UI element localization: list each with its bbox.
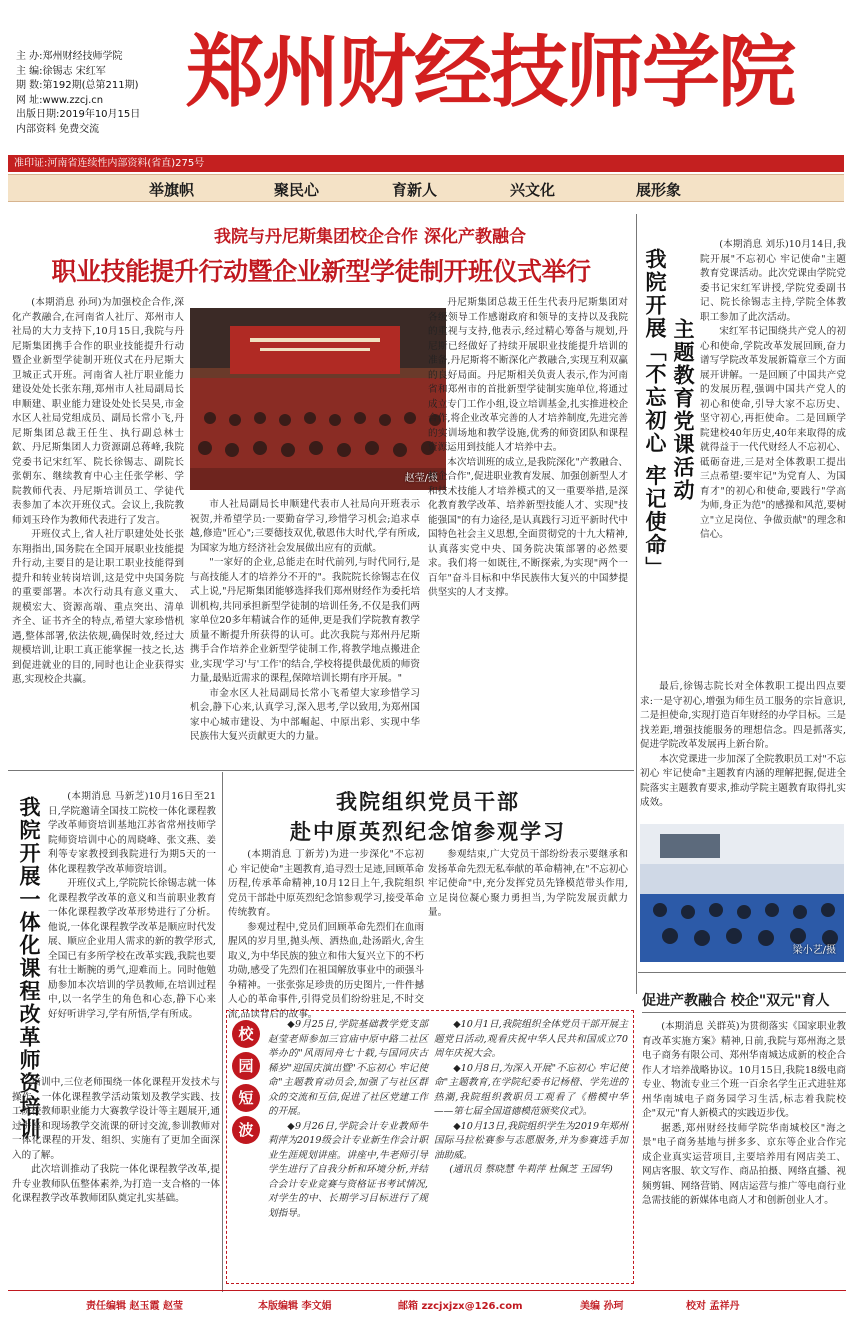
slogan-1: 举旗帜	[149, 181, 195, 199]
mid-story-p2: 参观过程中,党员们回顾革命先烈们在血雨腥风的岁月里,抛头颅、洒热血,赴汤蹈火,舍生取义,为中华民族的独立和伟大复兴立下的不朽功勋,感受了先烈们在祖国解放事业中的顽强斗争精神。一张张弥足珍贵的历史图片,一件件撼人心的革命事件,引得党员们纷纷驻足,不时交流,品读背后的故事。	[228, 921, 424, 1020]
meta-editors: 主 编:徐锡志 宋红军	[16, 65, 106, 77]
briefs-badge-4: 波	[232, 1116, 260, 1144]
briefs-badge-1: 校	[232, 1020, 260, 1048]
permit-bar	[8, 155, 844, 172]
rb-story-body	[642, 1020, 846, 1288]
footer-art-editor: 美编 孙珂	[580, 1301, 624, 1312]
lead-col3	[428, 296, 628, 764]
lead-photo-credit: 赵莹/摄	[404, 473, 438, 484]
left-story-p3: 培训中,三位老师围绕一体化课程开发技术与操作、一体化课程教学活动策划及教学实践、技工院校教师职业能力大赛教学设计等主题展开,通过讲座和现场教学交流课的研讨交流,参训教师对一体化课程的开发、组织、实施有了更加全面深入的了解。	[12, 1077, 220, 1161]
footer-proofreader: 校对 孟祥丹	[686, 1301, 740, 1312]
lead-col2	[190, 498, 420, 764]
lead-photo-image	[190, 308, 446, 490]
briefs-badge-2: 园	[232, 1052, 260, 1080]
meta-sponsor: 主 办:郑州财经技师学院	[16, 51, 123, 62]
briefs-badge-3: 短	[232, 1084, 260, 1112]
left-story-body-lower	[12, 1076, 220, 1286]
masthead-title: 郑州财经技师学院	[186, 27, 795, 118]
right-story-body	[700, 238, 846, 678]
slogan-3: 育新人	[392, 181, 438, 199]
right-story-p3: 最后,徐锡志院长对全体教职工提出四点要求:一是守初心,增强为师生员工服务的宗旨意识,二是担使命,实现打造百年财经的办学目标。三是找差距,增强技能服务的理想信念。四是抓落实,促进学院改革发展再上新台阶。	[640, 681, 846, 750]
right-vertical-title-2: 主题教育党课活动	[671, 318, 696, 502]
left-story-p1: (本期消息 马新芝)10月16日至21日,学院邀请全国技工院校一体化课程教学改革师资培训基地江苏省常州技师学院师资培训中心的周晓峰、张文燕、姜利等专家教授到我院进行为期5天的一体化课程教学改革师资培训。	[48, 791, 216, 875]
lead-kicker: 我院与丹尼斯集团校企合作 深化产教融合	[214, 227, 526, 247]
brief-item-1: ◆9月25日,学院基础教学党支部赵莹老师参加三官庙中原中路二社区举办的"风雨同舟七十载,与国同庆古稀岁"迎国庆演出暨"不忘初心 牢记使命"主题教育动员会,加强了与社区群众的交流和互信,促进了社区党建工作的开展。	[268, 1019, 428, 1117]
divider-right-lower	[638, 972, 846, 973]
lead-col1-p2: 开班仪式上,省人社厅职建处处长张东翔指出,国务院在全国开展职业技能提升行动,主要目的是让职工职业技能得到提升和转业转岗培训,这是党中央国务院的重要部署。本次行动具有意义重大、规模宏大、资源高端、重点突出、清单齐全、证书齐全的特点,希望大家珍惜机遇,整体部署,依法依规,确保时效,经过大规模培训,让职工真正能掌握一技之长,达到促进就业的目的,同时也让企业获得实惠,实现校企共赢。	[12, 529, 184, 685]
lead-photo	[190, 308, 446, 490]
meta-circulation: 内部资料 免费交流	[16, 123, 100, 135]
mid-story-p1: (本期消息 丁新芳)为进一步深化"不忘初心 牢记使命"主题教育,追寻烈士足迹,回顾革命历程,传承革命精神,10月12日上午,我院组织党员干部赴中原英烈纪念馆参观学习,接受革命传统教育。	[228, 849, 424, 918]
divider-vertical-left	[222, 772, 223, 1292]
footer-layout-editor: 本版编辑 李文娟	[258, 1301, 332, 1312]
brief-item-5: ◆10月13日,我院组织学生为2019年郑州国际马拉松赛参与志愿服务,并为参赛选手加油助威。	[434, 1120, 628, 1161]
left-story-p4: 此次培训推动了我院一体化课程教学改革,提升专业教师队伍整体素养,为打造一支合格的一体化课程教学改革教师团队奠定扎实基础。	[12, 1164, 220, 1204]
lead-headline: 职业技能提升行动暨企业新型学徒制开班仪式举行	[51, 257, 591, 286]
footer-rule	[8, 1290, 846, 1291]
rb-story-p2: 据悉,郑州财经技师学院华南城校区"海之景"电子商务基地与拼多多、京东等企业合作完成企业真实运营项目,主要培养用有网店美工、网店客服、软文写作、商品拍摄、网络直播、视频剪辑、网络营销、网店运营与推广等电商行业急需技能的新媒体电商人才和创新创业人才。	[642, 1122, 846, 1206]
lead-col1	[12, 296, 184, 764]
footer-duty-editor: 责任编辑 赵玉霞 赵莹	[86, 1301, 183, 1312]
meta-website: 网 址:www.zzcj.cn	[16, 94, 104, 106]
mid-headline-2: 赴中原英烈纪念馆参观学习	[290, 819, 566, 844]
brief-item-4: ◆10月8日,为深入开展"不忘初心 牢记使命"主题教育,在学院纪委书记杨橙、学先进的热潮,我院组织教职员工观看了《楷模中华——第七届全国道德模范颁奖仪式》。	[434, 1062, 628, 1117]
brief-item-2: ◆9月26日,学院会计专业教师牛莉萍为2019级会计专业新生作会计职业生涯规划讲座。讲座中,牛老师引导学生进行了自我分析和环境分析,并结合会计专业竞赛与资格证书考试情况,对学生的中、长期学习目标进行了规划指导。	[268, 1120, 428, 1219]
briefs-badge-stack	[232, 1020, 262, 1144]
footer-email: 邮箱 zzcjxjzx@126.com	[398, 1301, 523, 1312]
slogan-5: 展形象	[636, 181, 682, 199]
briefs-col1	[268, 1018, 428, 1278]
right-story-p2: 宋红军书记围绕共产党人的初心和使命,学院改革发展回顾,奋力谱写学院改革发展新篇章三个方面展开讲解。一是回顾了中国共产党的发展历程,强调中国共产党人的初心和使命,引导大家不忘历史、坚守初心,再拒使命。二是回顾学院建校40年历史,40年来取得的成就得益于一代代财经人不忘初心、砥砺奋进,三是对全体教职工提出三点希望:要牢记"为党育人、为国育才"的初心和使命,要践行"学高为师,身正为范"的感操和风范,要树立"立足岗位、争做贡献"的理念和信心。	[700, 326, 846, 540]
right-vertical-title-1: 我院开展「不忘初心 牢记使命」	[643, 248, 668, 580]
left-story-body	[48, 790, 216, 1070]
meta-issue: 期 数:第192期(总第211期)	[16, 80, 139, 91]
rb-headline: 促进产教融合 校企"双元"育人	[642, 993, 830, 1009]
lead-col1-p1: (本期消息 孙珂)为加强校企合作,深化产教融合,在河南省人社厅、郑州市人社局的大力支持下,10月15日,我院与丹尼斯集团携手合作的职业技能提升行动暨企业新型学徒制开班仪式在丹尼斯大卫城正式开班。河南省人社厅职业能力建设处处长张东翔,郑州市人社局副局长申顺建、职业能力建设处处长吴昊,市金水区人社局党组成员、副局长常小飞,丹尼斯集团总裁王任生、执行副总林士欽、丹尼斯集团人力资源副总蒋峰,我院党委书记宋红军、院长徐锡志、副院长张朝东、继续教育中心主任张学彬、学院教师代表、丹尼斯培训员工、学徒代表参加了本次开班仪式。会议上,我院教师刘玉玲作为教师代表进行了发言。	[12, 297, 184, 526]
left-vertical-title: 我院开展一体化课程改革师资培训	[17, 796, 42, 1141]
slogan-4: 兴文化	[510, 181, 556, 199]
mid-story-col2	[428, 848, 628, 1004]
right-story-p4: 本次党课进一步加深了全院教职员工对"不忘初心 牢记使命"主题教育内涵的理解把握,促进全院落实主题教育要求,推动学院主题教育取得扎实成效。	[640, 753, 846, 808]
lead-col2-p2: 市金水区人社局副局长常小飞希望大家珍惜学习机会,静下心来,认真学习,深入思考,学以致用,为郑州国家中心城市建设、为中部崛起、中原出彩、实现中华民族伟大复兴贡献更大的力量。	[190, 687, 420, 742]
brief-item-3: ◆10月1日,我院组织全体党员干部开展主题党日活动,观看庆祝中华人民共和国成立70周年庆祝大会。	[434, 1019, 628, 1059]
divider-lead-bottom	[8, 770, 634, 771]
masthead-meta	[16, 50, 186, 137]
right-story-p1: (本期消息 刘乐)10月14日,我院开展"不忘初心 牢记使命"主题教育党课活动。此次党课由学院党委书记宋红军讲授,学院党委副书记、院长徐锡志主持,学院全体教职工参加了此次活动。	[700, 239, 846, 323]
brief-reporters: (通讯员 蔡晓慧 牛莉萍 杜佩芝 王园华)	[449, 1164, 613, 1175]
lead-col3-p2: 本次培训班的成立,是我院深化"产教融合、校企合作",促进职业教育发展、加强创新型人才和技术技能人才培养模式的又一重要举措,是深化教育教学改革、培养新型技能人才、实现"技能强国"的有力途径,是认真践行习近平新时代中国特色社会主义思想,全面贯彻党的十九大精神,认真落实党中央、国务院决策部署的必然要求。我们将一如既往,不断探索,为实现"两个一百年"奋斗目标和中华民族伟大复兴的中国梦提供坚实的人才支撑。	[428, 456, 628, 598]
mid-story-p3: 参观结束,广大党员干部纷纷表示要继承和发扬革命先烈无私奉献的革命精神,在"不忘初心 牢记使命"中,充分发挥党员先锋模范带头作用,立足岗位凝心聚力勇担当,为学院发展贡献力量。	[428, 849, 628, 918]
slogan-bar	[8, 174, 844, 202]
rb-story-p1: (本期消息 关群英)为贯彻落实《国家职业教育改革实施方案》精神,日前,我院与郑州海之景电子商务有限公司、郑州华南城达成新的校企合作人才培养战略协议。10月15日,我院18级电商专业、物流专业三个班一百余名学生正式进驻郑州华南城电子商务园学习生活,标志着我院校企"双元"育人新模式的实践迈步伐。	[642, 1021, 846, 1119]
lead-col3-p1: 丹尼斯集团总裁王任生代表丹尼斯集团对各级领导工作感谢政府和领导的支持以及我院的重视与支持,他表示,经过精心筹备与规划,丹尼斯已经做好了持续开展职业技能提升培训的准备,丹尼斯将不断深化产教融合,实现互利双赢的良好局面。丹尼斯相关负责人表示,作为河南省和郑州市的首批新型学徒制实施单位,将通过成立专门工作小组,设立培训基金,扎实推进校企合作,将企业改革完善的人才培养制度,先进完善的实训场地和教学设施,优秀的师资团队和课程资源运用到技能人才培养中去。	[428, 297, 628, 453]
left-story-p2: 开班仪式上,学院院长徐锡志就一体化课程教学改革的意义和当前职业教育一体化课程教学改革形势进行了分析。他说,一体化课程教学改革是顺应时代发展、顺应企业用人需求的新的教学形式,全国已有多所学校在改革实践,我院也要有壮士断腕的勇气,迎难而上。同时他勉励参加本次培训的学员教师,在培训过程中,以一名学生的角色和心态,静下心来好好听讲学习,学有所悟,学有所成。	[48, 878, 216, 1020]
briefs-col2	[434, 1018, 628, 1278]
divider-rb-title	[642, 1012, 846, 1013]
right-story-photo-credit: 梁小艺/摄	[792, 945, 836, 956]
mid-headline-1: 我院组织党员干部	[336, 789, 520, 814]
lead-col2-p1: "一家好的企业,总能走在时代前列,与时代同行,是与高技能人才的培养分不开的"。我院院长徐锡志在仪式上说,"丹尼斯集团能够选择我们郑州财经作为委托培训机构,共同承担新型学徒制的培训任务,不仅是我们两家单位20多年精诚合作的延伸,更是我们学院教育教学质量不断提升所获得的认可。此次我院与郑州丹尼斯携手合作培养企业新型学徒制工作,将教学地点搬进企业,实现'学习'与'工作'的结合,学校将提供最优质的师资力量,最贴近需求的课程,保障培训长期有序开展。"	[190, 557, 420, 684]
right-story-photo	[640, 824, 844, 962]
slogan-2: 聚民心	[274, 181, 320, 199]
divider-vertical-right	[636, 214, 637, 994]
mid-story-col1	[228, 848, 424, 1020]
right-story-body-lower	[640, 680, 846, 820]
lead-col2-p0: 市人社局副局长申顺建代表市人社局向开班表示祝贺,并希望学员:一要勤奋学习,珍惜学习机会;追求卓越,修造"匠心";三要德技双优,敬恩伟大时代,学有所成,为国家为地方经济社会发展做出应有的贡献。	[190, 499, 420, 554]
permit-text: 准印证:河南省连续性内部资料(省直)275号	[14, 158, 205, 169]
meta-date: 出版日期:2019年10月15日	[16, 109, 141, 120]
